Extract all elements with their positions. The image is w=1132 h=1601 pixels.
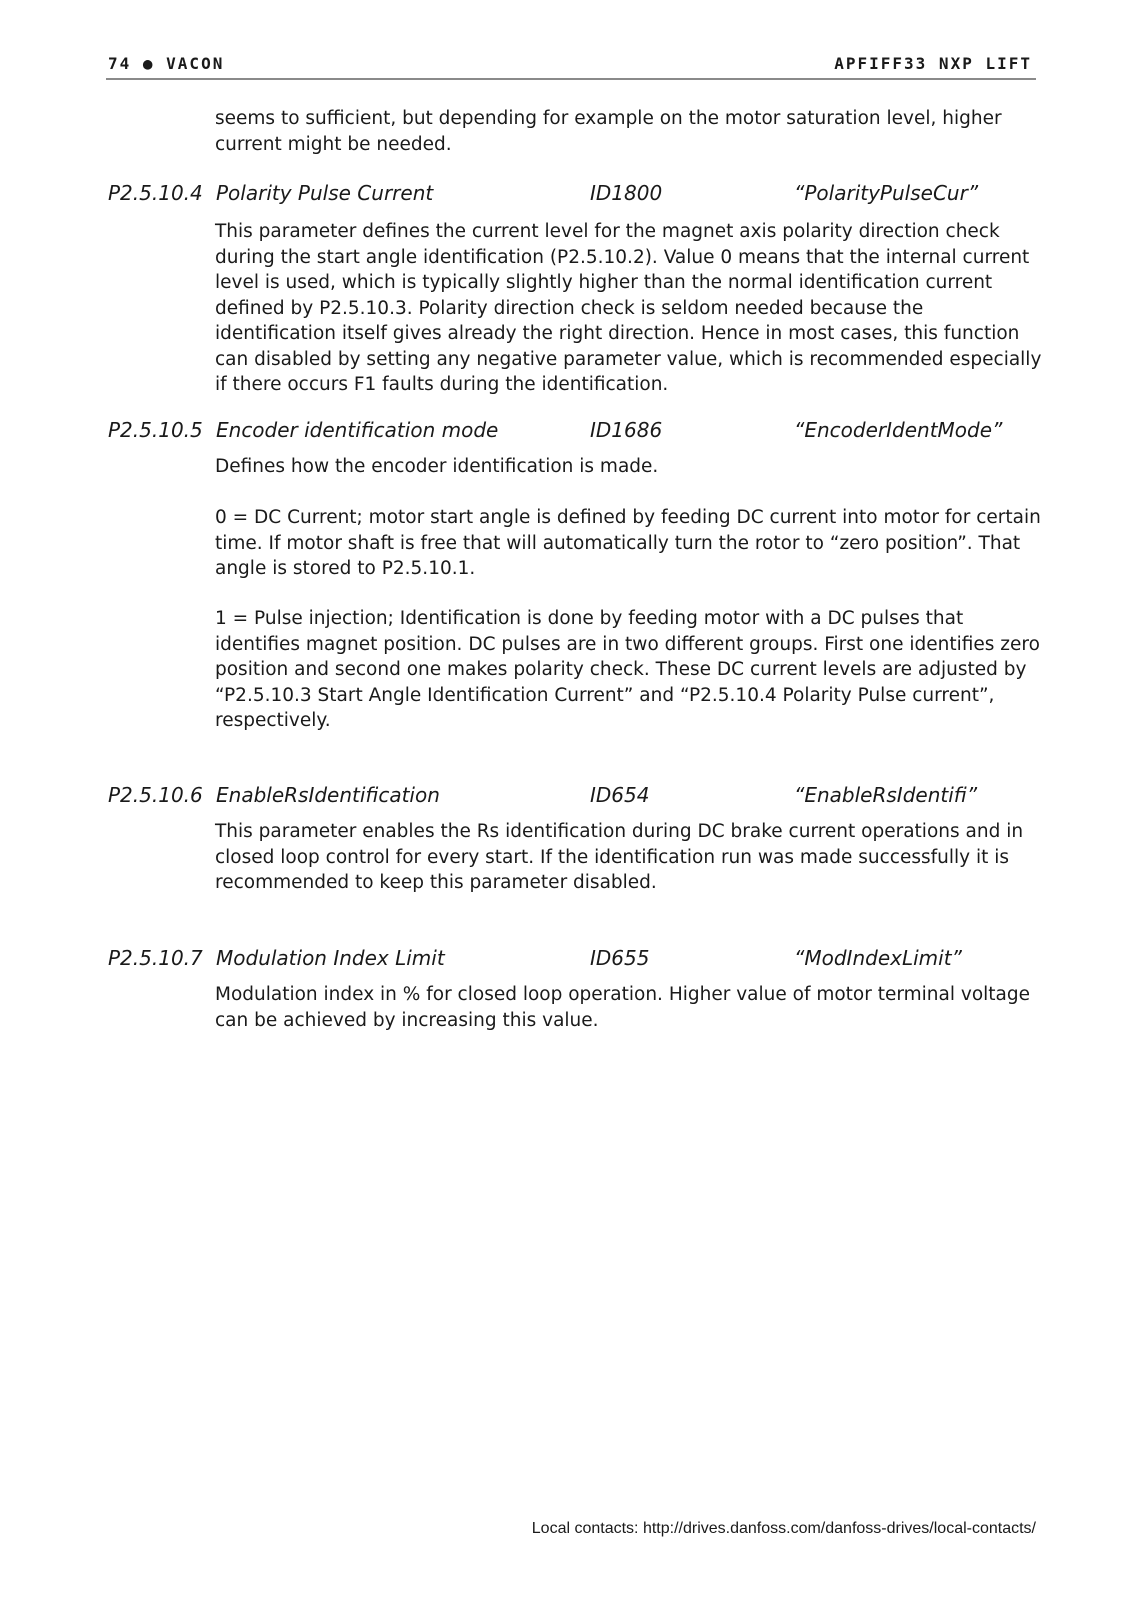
param-code: ID1686: [590, 418, 663, 442]
param-description: Modulation index in % for closed loop operation. Higher value of motor terminal voltage can be achieved by increasing this value.: [215, 984, 1031, 1031]
param-code: ID1800: [590, 181, 663, 205]
param-id: P2.5.10.5: [108, 418, 203, 442]
footer-contacts: Local contacts: http://drives.danfoss.com/danfoss-drives/local-contacts/: [531, 1520, 1036, 1537]
param-variable: “PolarityPulseCur”: [794, 181, 979, 205]
intro-paragraph: seems to sufficient, but depending for example on the motor saturation level, higher current might be needed.: [215, 108, 1002, 155]
param-id: P2.5.10.4: [108, 181, 203, 205]
param-heading: [108, 416, 1038, 444]
param-code: ID655: [590, 946, 650, 970]
param-option: 1 = Pulse injection; Identification is done by feeding motor with a DC pulses that identifies magnet position. DC pulses are in two different groups. First one identifies zero position and second one makes polarity check. These DC current levels are adjusted by “P2.5.10.3 Start Angle Identification Current” and “P2.5.10.4 Polarity Pulse current”, respectively.: [215, 608, 1040, 731]
param-description: This parameter enables the Rs identification during DC brake current operations and in closed loop control for every start. If the identification run was made successfully it is recommended to keep this parameter disabled.: [215, 821, 1024, 893]
param-name: Encoder identification mode: [216, 418, 499, 442]
param-heading: [108, 944, 1038, 972]
param-name: Polarity Pulse Current: [216, 181, 434, 205]
param-variable: “ModIndexLimit”: [794, 946, 962, 970]
param-description: This parameter defines the current level for the magnet axis polarity direction check during the start angle identification (P2.5.10.2). Value 0 means that the internal current level is used, which is typically slightly higher than the normal identification current defined by P2.5.10.3. Polarity direction check is seldom needed because the identification itself gives already the right direction. Hence in most cases, this function can disabled by setting any negative parameter value, which is recommended especially if there occurs F1 faults during the identification.: [215, 221, 1042, 395]
param-heading: [108, 179, 1038, 207]
param-variable: “EncoderIdentMode”: [794, 418, 1003, 442]
page-header: [106, 50, 1036, 80]
header-document-title: APFIFF33 NXP LIFT: [834, 54, 1032, 73]
header-page-number: 74 ● VACON: [108, 54, 225, 73]
param-name: EnableRsIdentification: [216, 783, 440, 807]
param-variable: “EnableRsIdentifi”: [794, 783, 978, 807]
param-description: Defines how the encoder identification is made.: [215, 456, 659, 477]
param-heading: [108, 781, 1038, 809]
param-option: 0 = DC Current; motor start angle is defined by feeding DC current into motor for certain time. If motor shaft is free that will automatically turn the rotor to “zero position”. That angle is stored to P2.5.10.1.: [215, 507, 1041, 579]
param-code: ID654: [590, 783, 650, 807]
param-id: P2.5.10.6: [108, 783, 203, 807]
param-id: P2.5.10.7: [108, 946, 203, 970]
param-name: Modulation Index Limit: [216, 946, 445, 970]
